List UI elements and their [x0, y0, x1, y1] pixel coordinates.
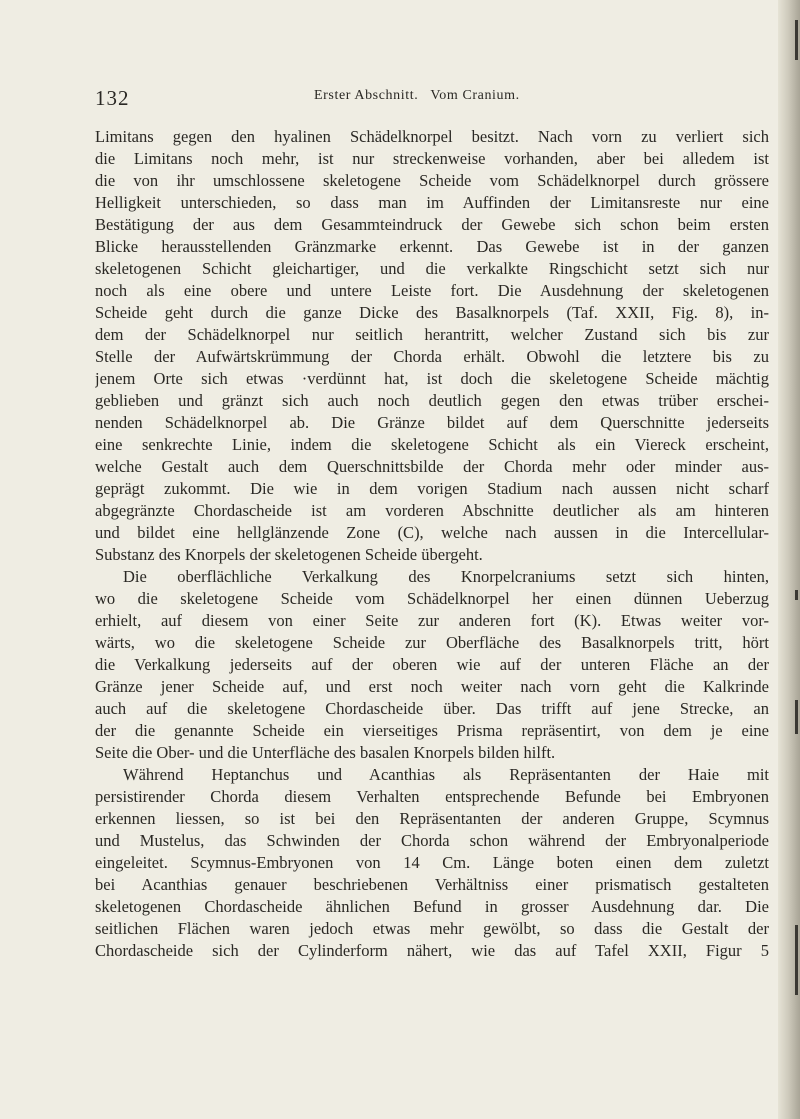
- text-line: die Limitans noch mehr, ist nur streckenweise vorhanden, aber bei alledem ist: [95, 149, 769, 168]
- text-line: Limitans gegen den hyalinen Schädelknorpel besitzt. Nach vorn zu verliert sich: [95, 127, 769, 146]
- text-line: wärts, wo die skeletogene Scheide zur Oberfläche des Basalknorpels tritt, hört: [95, 633, 769, 652]
- edge-mark: [795, 20, 798, 60]
- text-line: geprägt zukommt. Die wie in dem vorigen Stadium nach aussen nicht scharf: [95, 479, 769, 498]
- text-line: skeletogenen Chordascheide ähnlichen Befund in grosser Ausdehnung dar. Die: [95, 897, 769, 916]
- text-line: dem der Schädelknorpel nur seitlich herantritt, welcher Zustand sich bis zur: [95, 325, 769, 344]
- text-line: erkennen liessen, so ist bei den Repräsentanten der anderen Gruppe, Scymnus: [95, 809, 769, 828]
- text-line: Gränze jener Scheide auf, und erst noch weiter nach vorn geht die Kalkrinde: [95, 677, 769, 696]
- text-line: skeletogenen Schicht gleichartiger, und die verkalkte Ringschicht setzt sich nur: [95, 259, 769, 278]
- text-line: geblieben und gränzt sich auch noch deutlich gegen den etwas trüber erschei-: [95, 391, 769, 410]
- page-number: 132: [95, 86, 130, 110]
- text-line: nenden Schädelknorpel ab. Die Gränze bildet auf dem Querschnitte jederseits: [95, 413, 769, 432]
- text-line: wo die skeletogene Scheide vom Schädelknorpel her einen dünnen Ueberzug: [95, 589, 769, 608]
- text-line: bei Acanthias genauer beschriebenen Verhältniss einer prismatisch gestalteten: [95, 875, 769, 894]
- running-title: Erster Abschnitt. Vom Cranium.: [314, 88, 520, 103]
- text-line: erhielt, auf diesem von einer Seite zur anderen fort (K). Etwas weiter vor-: [95, 611, 769, 630]
- text-line: Die oberflächliche Verkalkung des Knorpelcraniums setzt sich hinten,: [123, 567, 769, 586]
- text-line: abgegränzte Chordascheide ist am vorderen Abschnitte deutlicher als am hinteren: [95, 501, 769, 520]
- running-head: [95, 86, 735, 110]
- text-line: jenem Orte sich etwas ·verdünnt hat, ist doch die skeletogene Scheide mächtig: [95, 369, 769, 388]
- page-edge: [778, 0, 800, 1119]
- text-line: die Verkalkung jederseits auf der oberen wie auf der unteren Fläche an der: [95, 655, 769, 674]
- text-line: Seite die Ober- und die Unterfläche des basalen Knorpels bilden hilft.: [95, 743, 556, 762]
- text-line: Scheide geht durch die ganze Dicke des Basalknorpels (Taf. XXII, Fig. 8), in-: [95, 303, 769, 322]
- text-line: Stelle der Aufwärtskrümmung der Chorda erhält. Obwohl die letztere bis zu: [95, 347, 769, 366]
- text-line: seitlichen Flächen waren jedoch etwas mehr gewölbt, so dass die Gestalt der: [95, 919, 769, 938]
- text-line: die von ihr umschlossene skeletogene Scheide vom Schädelknorpel durch grössere: [95, 171, 769, 190]
- text-line: und Mustelus, das Schwinden der Chorda schon während der Embryonalperiode: [95, 831, 769, 850]
- body-text: [95, 126, 769, 962]
- text-line: Substanz des Knorpels der skeletogenen Scheide übergeht.: [95, 545, 483, 564]
- edge-mark: [795, 700, 798, 734]
- text-line: und bildet eine hellglänzende Zone (C), welche nach aussen in die Intercellular-: [95, 523, 769, 542]
- edge-mark: [795, 925, 798, 995]
- text-line: Bestätigung der aus dem Gesammteindruck der Gewebe sich schon beim ersten: [95, 215, 769, 234]
- text-line: Chordascheide sich der Cylinderform nähert, wie das auf Tafel XXII, Figur 5: [95, 941, 769, 960]
- text-line: noch als eine obere und untere Leiste fort. Die Ausdehnung der skeletogenen: [95, 281, 769, 300]
- text-line: Blicke herausstellenden Gränzmarke erkennt. Das Gewebe ist in der ganzen: [95, 237, 769, 256]
- text-line: der die genannte Scheide ein vierseitiges Prisma repräsentirt, von dem je eine: [95, 721, 769, 740]
- text-line: Helligkeit unterschieden, so dass man im Auffinden der Limitansreste nur eine: [95, 193, 769, 212]
- text-line: eingeleitet. Scymnus-Embryonen von 14 Cm. Länge boten einen dem zuletzt: [95, 853, 769, 872]
- text-line: welche Gestalt auch dem Querschnittsbilde der Chorda mehr oder minder aus-: [95, 457, 769, 476]
- text-line: auch auf die skeletogene Chordascheide über. Das trifft auf jene Strecke, an: [95, 699, 769, 718]
- text-line: persistirender Chorda diesem Verhalten entsprechende Befunde bei Embryonen: [95, 787, 769, 806]
- text-line: eine senkrechte Linie, indem die skeletogene Schicht als ein Viereck erscheint,: [95, 435, 769, 454]
- text-line: Während Heptanchus und Acanthias als Repräsentanten der Haie mit: [123, 765, 769, 784]
- edge-mark: [795, 590, 798, 600]
